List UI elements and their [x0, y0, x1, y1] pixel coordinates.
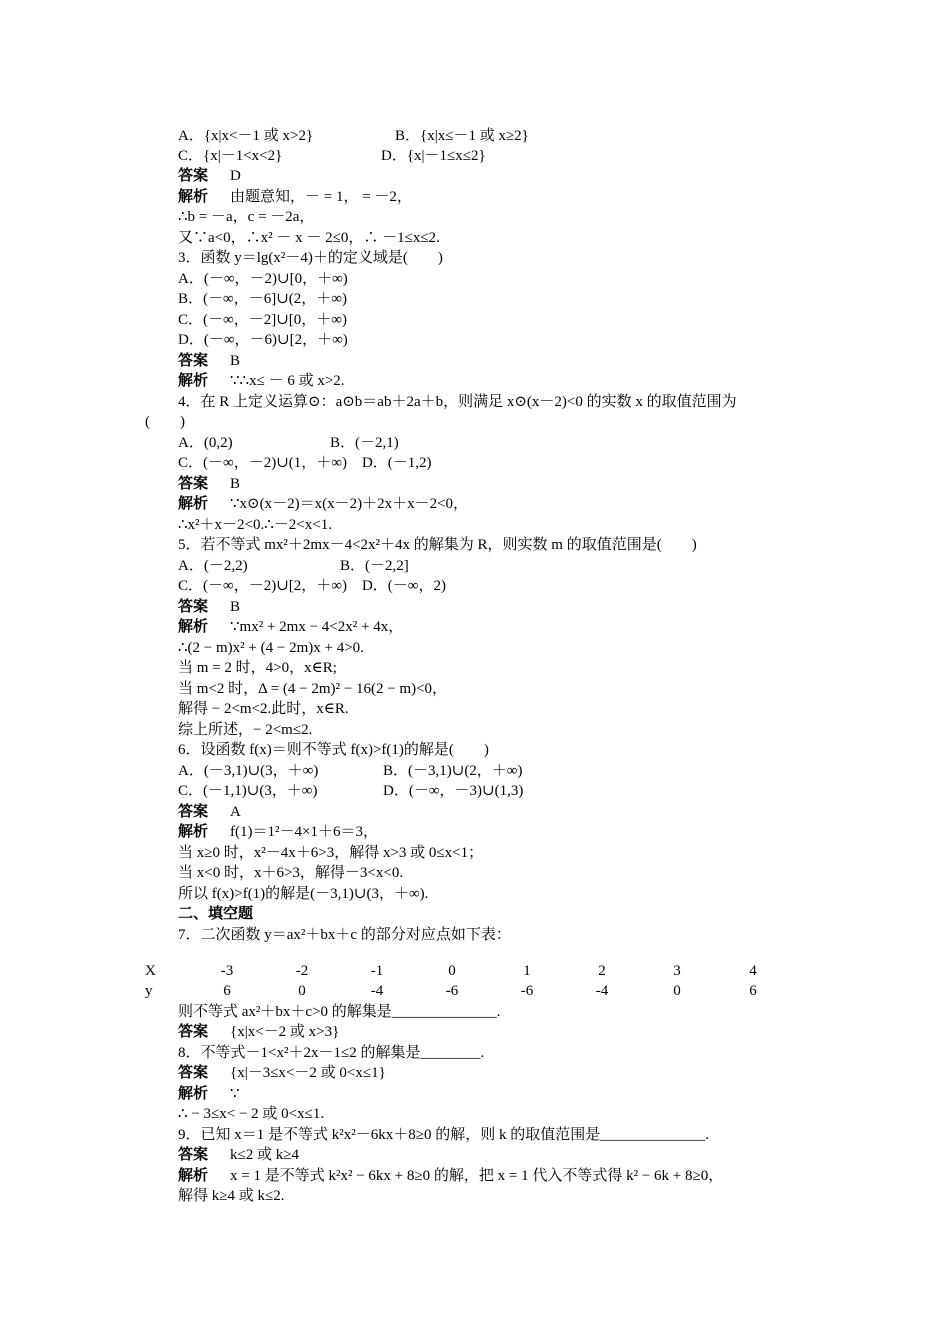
- analysis-label: 解析: [178, 824, 209, 840]
- analysis-text: ∵x⊙(x－2)＝x(x－2)＋2x＋x－2<0，: [230, 496, 469, 512]
- answer-label: 答案: [178, 1024, 209, 1040]
- question-4-bracket: ( ): [145, 414, 185, 430]
- analysis-label: 解析: [178, 373, 209, 389]
- analysis-line: ∴x²＋x－2<0.∴－2<x<1.: [178, 517, 332, 533]
- analysis-text: ∵: [230, 1086, 240, 1102]
- option-d: D．(－∞，－6)∪[2，＋∞): [178, 332, 348, 348]
- analysis-label: 解析: [178, 619, 209, 635]
- option-c: C．(－1,1)∪(3，＋∞): [178, 783, 318, 799]
- answer-label: 答案: [178, 168, 209, 184]
- question-6: 6．设函数 f(x)＝则不等式 f(x)>f(1)的解是( ): [178, 742, 489, 758]
- table-cell: -6: [520, 983, 534, 999]
- question-8: 8．不等式－1<x²＋2x－1≤2 的解集是________.: [178, 1045, 485, 1061]
- answer-label: 答案: [178, 476, 209, 492]
- option-a: A．(－∞，－2)∪[0，＋∞): [178, 271, 348, 287]
- table-cell: 2: [598, 963, 606, 979]
- table-cell: 4: [749, 963, 757, 979]
- analysis-label: 解析: [178, 1086, 209, 1102]
- answer-value: k≤2 或 k≥4: [230, 1147, 299, 1163]
- option-d: D．(－∞，－3)∪(1,3): [383, 783, 524, 799]
- table-row-y: [145, 983, 785, 1003]
- question-7-prompt: 则不等式 ax²＋bx＋c>0 的解集是______________.: [178, 1004, 501, 1020]
- table-cell: -1: [370, 963, 384, 979]
- analysis-text: ∵mx² + 2mx − 4<2x² + 4x，: [230, 619, 404, 635]
- option-a: A．(－3,1)∪(3，＋∞): [178, 763, 319, 779]
- table-cell: 6: [749, 983, 757, 999]
- table-row-x: [145, 963, 785, 983]
- question-7: 7．二次函数 y＝ax²＋bx＋c 的部分对应点如下表：: [178, 927, 511, 943]
- option-b: B．(－3,1)∪(2，＋∞): [383, 763, 523, 779]
- table-cell: 1: [523, 963, 531, 979]
- option-a: A．(－2,2): [178, 558, 248, 574]
- analysis-label: 解析: [178, 496, 209, 512]
- question-4: 4．在 R 上定义运算⊙：a⊙b＝ab＋2a＋b，则满足 x⊙(x－2)<0 的实数 x 的取值范围为: [178, 394, 737, 410]
- table-cell: 0: [673, 983, 681, 999]
- table-cell: -6: [445, 983, 459, 999]
- table-cell: -3: [220, 963, 234, 979]
- analysis-line: 当 m<2 时，Δ = (4 − 2m)² − 16(2 − m)<0，: [178, 681, 448, 697]
- answer-value: {x|x<－2 或 x>3}: [230, 1024, 340, 1040]
- analysis-line: 综上所述，− 2<m≤2.: [178, 722, 313, 738]
- question-5: 5．若不等式 mx²＋2mx－4<2x²＋4x 的解集为 R，则实数 m 的取值范围是( ): [178, 537, 697, 553]
- option-c: C．{x|－1<x<2}: [178, 148, 283, 164]
- answer-label: 答案: [178, 1065, 209, 1081]
- answer-label: 答案: [178, 804, 209, 820]
- analysis-label: 解析: [178, 189, 209, 205]
- option-cd: C．(－∞，－2)∪(1，＋∞) D．(－1,2): [178, 455, 432, 471]
- analysis-line: 当 x≥0 时，x²－4x＋6>3，解得 x>3 或 0≤x<1；: [178, 845, 484, 861]
- analysis-line: ∴b = －a，c = －2a，: [178, 209, 315, 225]
- table-cell: 0: [298, 983, 306, 999]
- table-cell: 0: [448, 963, 456, 979]
- analysis-line: ∴(2 − m)x² + (4 − 2m)x + 4>0.: [178, 640, 364, 656]
- answer-value: B: [230, 599, 241, 615]
- row-header: X: [145, 963, 156, 979]
- table-cell: -2: [295, 963, 309, 979]
- option-a: A．(0,2): [178, 435, 233, 451]
- analysis-line: ∴ − 3≤x< − 2 或 0<x≤1.: [178, 1106, 325, 1122]
- analysis-line: 当 x<0 时，x＋6>3，解得－3<x<0.: [178, 865, 404, 881]
- answer-value: B: [230, 353, 241, 369]
- option-b: B．(－∞，－6]∪(2，＋∞): [178, 291, 347, 307]
- analysis-line: 当 m = 2 时，4>0，x∈R;: [178, 660, 337, 676]
- answer-value: {x|－3≤x<－2 或 0<x≤1}: [230, 1065, 386, 1081]
- option-cd: C．(－∞，－2)∪[2，＋∞) D．(－∞，2): [178, 578, 446, 594]
- answer-label: 答案: [178, 599, 209, 615]
- answer-label: 答案: [178, 1147, 209, 1163]
- analysis-text: f(1)＝1²－4×1＋6＝3，: [230, 824, 378, 840]
- analysis-label: 解析: [178, 1168, 209, 1184]
- option-d: D．{x|－1≤x≤2}: [381, 148, 486, 164]
- analysis-line: 又∵a<0，∴x² － x － 2≤0，∴ －1≤x≤2.: [178, 230, 440, 246]
- values-table: [145, 963, 785, 1003]
- analysis-line: 解得 k≥4 或 k≤2.: [178, 1188, 285, 1204]
- table-cell: -4: [595, 983, 609, 999]
- answer-value: A: [230, 804, 241, 820]
- table-cell: 6: [223, 983, 231, 999]
- table-cell: 3: [673, 963, 681, 979]
- analysis-text: ∵∴x≤ － 6 或 x>2.: [230, 373, 345, 389]
- option-c: C．(－∞，－2]∪[0，＋∞): [178, 312, 347, 328]
- row-header: y: [145, 983, 153, 999]
- section-heading: 二、填空题: [178, 906, 254, 922]
- option-b: B．{x|x≤－1 或 x≥2}: [395, 128, 529, 144]
- answer-value: B: [230, 476, 241, 492]
- analysis-line: 所以 f(x)>f(1)的解是(－3,1)∪(3，＋∞).: [178, 886, 429, 902]
- option-b: B．(－2,1): [330, 435, 399, 451]
- answer-value: D: [230, 168, 241, 184]
- analysis-text: x = 1 是不等式 k²x² − 6kx + 8≥0 的解，把 x = 1 代入不等式得 k² − 6k + 8≥0，: [230, 1168, 724, 1184]
- question-9: 9．已知 x＝1 是不等式 k²x²－6kx＋8≥0 的解，则 k 的取值范围是______________.: [178, 1127, 709, 1143]
- table-cell: -4: [370, 983, 384, 999]
- analysis-text: 由题意知，－ = 1， = －2，: [230, 189, 412, 205]
- answer-label: 答案: [178, 353, 209, 369]
- analysis-line: 解得 − 2<m<2.此时，x∈R.: [178, 701, 349, 717]
- question-3: 3．函数 y＝lg(x²－4)＋的定义域是( ): [178, 250, 443, 266]
- option-b: B．(－2,2]: [340, 558, 409, 574]
- option-a: A．{x|x<－1 或 x>2}: [178, 128, 314, 144]
